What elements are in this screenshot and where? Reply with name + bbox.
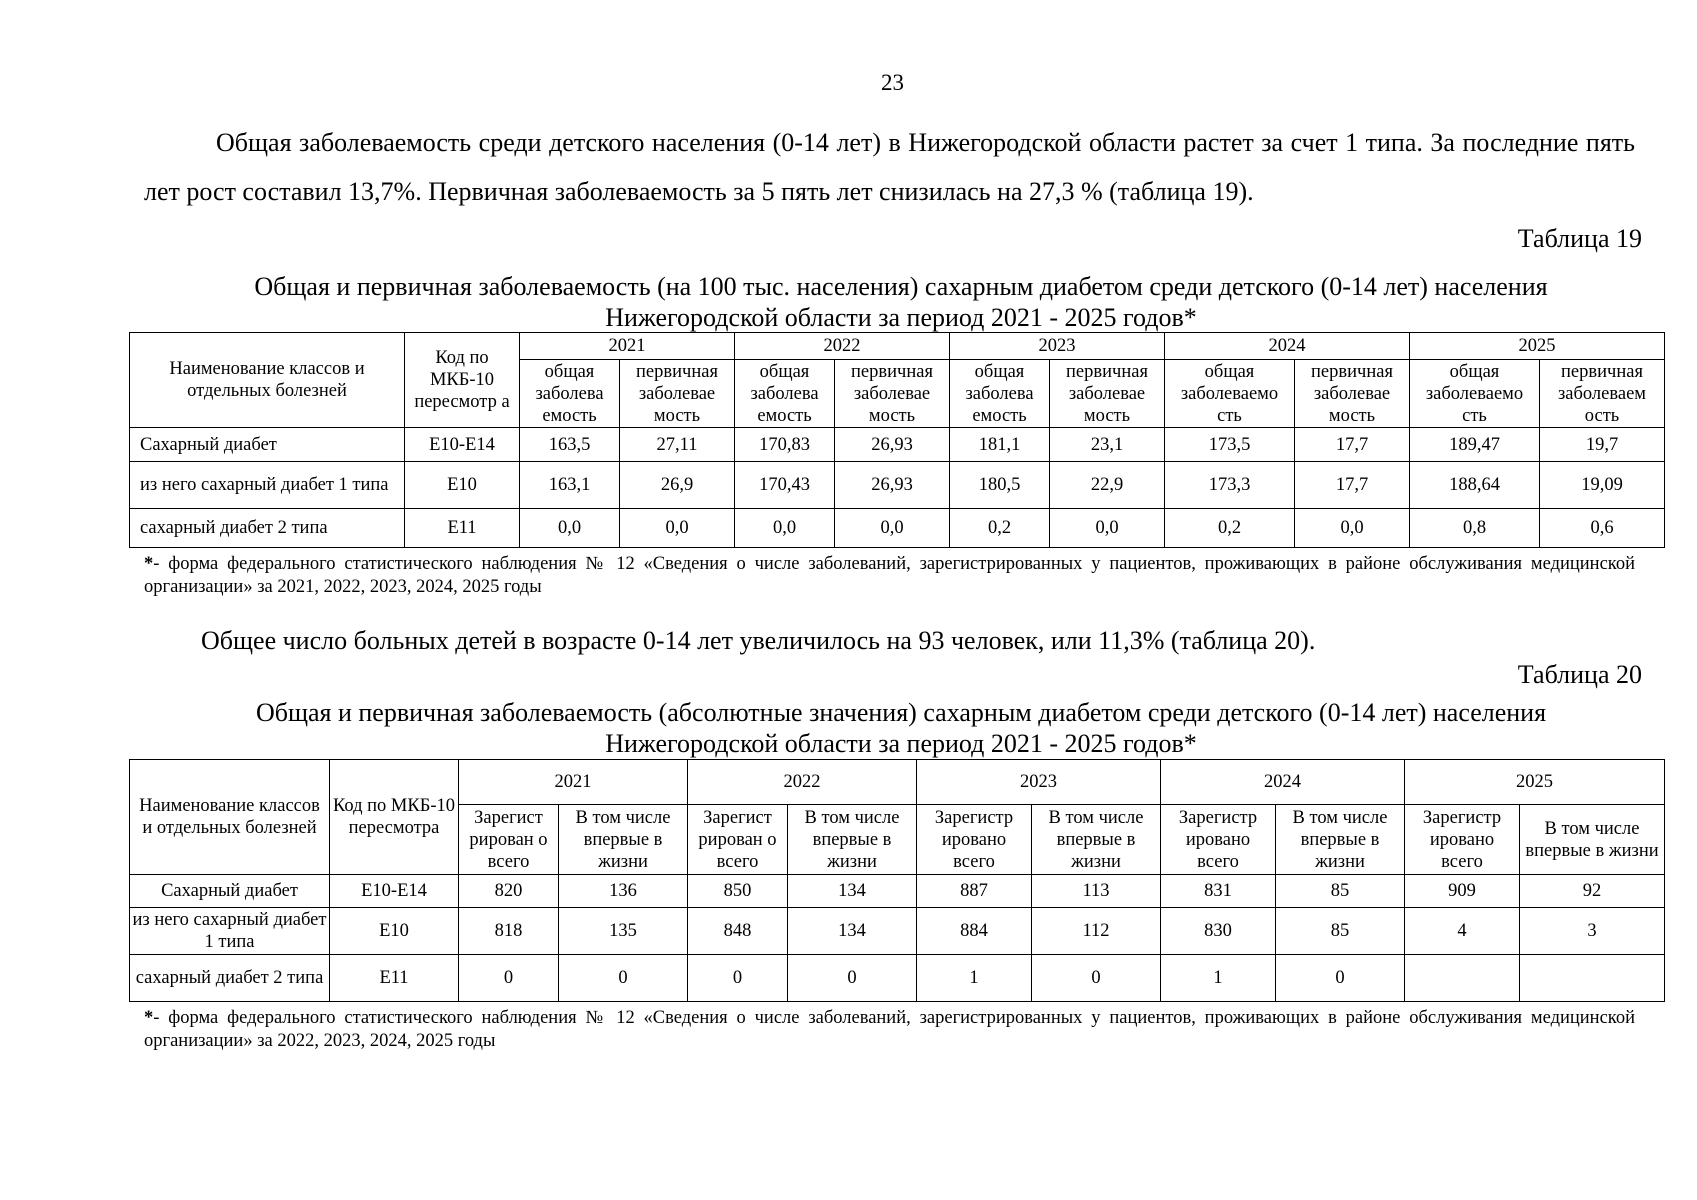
cell-value: 181,1 (950, 428, 1050, 462)
row-code: Е11 (330, 955, 459, 1002)
cell-value: 17,7 (1295, 428, 1410, 462)
cell-value: 19,7 (1540, 428, 1665, 462)
cell-value: 92 (1520, 875, 1665, 908)
row-name: сахарный диабет 2 типа (130, 509, 405, 548)
table19-header-year: 2025 (1410, 333, 1665, 360)
table19-header-years-row (130, 333, 1665, 360)
table19-header-sub: общая заболева емость (735, 360, 835, 428)
cell-value: 0,0 (1295, 509, 1410, 548)
cell-value: 0,8 (1410, 509, 1540, 548)
cell-value: 0 (559, 955, 688, 1002)
table20-header-year: 2024 (1161, 760, 1405, 805)
cell-value: 163,1 (520, 462, 620, 509)
table19-header-sub: общая заболева емость (520, 360, 620, 428)
table19-header-sub: первичная заболевае мость (620, 360, 735, 428)
cell-value: 831 (1161, 875, 1276, 908)
footnote-mark: * (144, 554, 154, 574)
table20-header-sub: В том числе впервые в жизни (559, 805, 688, 875)
table19-header-sub: первичная заболевае мость (835, 360, 950, 428)
table19-header-sub: первичная заболевае мость (1295, 360, 1410, 428)
row-code: Е10-Е14 (405, 428, 520, 462)
cell-value: 0,6 (1540, 509, 1665, 548)
cell-value: 173,5 (1165, 428, 1295, 462)
cell-value: 180,5 (950, 462, 1050, 509)
table19-header-sub: первичная заболевае мость (1050, 360, 1165, 428)
cell-value: 0 (1276, 955, 1405, 1002)
cell-value: 850 (688, 875, 788, 908)
table19-title (120, 271, 1682, 333)
table20-title (120, 697, 1682, 759)
table19-header-year: 2023 (950, 333, 1165, 360)
row-name: сахарный диабет 2 типа (130, 955, 330, 1002)
table19-header-name: Наименование классов и отдельных болезней (130, 333, 405, 428)
cell-value: 19,09 (1540, 462, 1665, 509)
table20-header-sub: В том числе впервые в жизни (788, 805, 917, 875)
cell-value: 26,93 (835, 462, 950, 509)
intro-paragraph: Общая заболеваемость среди детского населения (0-14 лет) в Нижегородской области растет за счет 1 типа. За последние пять лет рост составил 13,7%. Первичная заболеваемость за 5 пять лет снизилась на 27,3 % (таблица 19). (144, 128, 1635, 206)
table19-footnote (144, 553, 1635, 599)
row-code: Е10-Е14 (330, 875, 459, 908)
footnote-mark: * (144, 1008, 154, 1028)
cell-value: 0,0 (1050, 509, 1165, 548)
table-row (130, 875, 1665, 908)
cell-value: 4 (1405, 908, 1520, 955)
row-name: из него сахарный диабет 1 типа (130, 908, 330, 955)
cell-value: 170,43 (735, 462, 835, 509)
table19-label: Таблица 19 (1517, 224, 1642, 253)
cell-value: 85 (1276, 908, 1405, 955)
table19-header-sub: общая заболева емость (950, 360, 1050, 428)
cell-value: 173,3 (1165, 462, 1295, 509)
cell-value: 188,64 (1410, 462, 1540, 509)
table20-header-sub: Зарегистр ировано всего (1405, 805, 1520, 875)
table20-header-sub: Зарегистр ировано всего (1161, 805, 1276, 875)
cell-value: 135 (559, 908, 688, 955)
cell-value: 0,2 (950, 509, 1050, 548)
row-name: из него сахарный диабет 1 типа (130, 462, 405, 509)
cell-value: 170,83 (735, 428, 835, 462)
table19 (129, 332, 1665, 548)
footnote-text: - форма федерального статистического наблюдения № 12 «Сведения о числе заболеваний, зарегистрированных у пациентов, проживающих в районе обслуживания медицинской организации» за 2021, 2022, 2023, 2024, 2025 годы (144, 554, 1635, 597)
cell-value: 1 (1161, 955, 1276, 1002)
table20-footnote (144, 1007, 1635, 1053)
table20-header-year: 2023 (917, 760, 1161, 805)
cell-value (1405, 955, 1520, 1002)
table20-header-sub: В том числе впервые в жизни (1520, 805, 1665, 875)
cell-value: 0,0 (520, 509, 620, 548)
footnote-text: - форма федерального статистического наблюдения № 12 «Сведения о числе заболеваний, зарегистрированных у пациентов, проживающих в районе обслуживания медицинской организации» за 2022, 2023, 2024, 2025 годы (144, 1008, 1635, 1051)
table20-header-years-row (130, 760, 1665, 805)
cell-value: 830 (1161, 908, 1276, 955)
cell-value: 0 (688, 955, 788, 1002)
row-name: Сахарный диабет (130, 428, 405, 462)
table20-title-line2: Нижегородской области за период 2021 - 2025 годов* (605, 729, 1197, 758)
page-number: 23 (881, 70, 904, 95)
cell-value: 1 (917, 955, 1032, 1002)
table-row (130, 428, 1665, 462)
cell-value: 0 (788, 955, 917, 1002)
table19-title-line1: Общая и первичная заболеваемость (на 100 тыс. населения) сахарным диабетом среди детского (0-14 лет) населения (254, 272, 1548, 301)
row-code: Е11 (405, 509, 520, 548)
table19-header-year: 2024 (1165, 333, 1410, 360)
table20-header-sub: Зарегистр ировано всего (917, 805, 1032, 875)
cell-value: 113 (1032, 875, 1161, 908)
table20-header-year: 2021 (459, 760, 688, 805)
cell-value: 136 (559, 875, 688, 908)
table19-header-sub: первичная заболеваем ость (1540, 360, 1665, 428)
cell-value: 0,2 (1165, 509, 1295, 548)
table19-header-year: 2021 (520, 333, 735, 360)
cell-value: 85 (1276, 875, 1405, 908)
table20-header-code: Код по МКБ-10 пересмотра (330, 760, 459, 875)
cell-value (1520, 955, 1665, 1002)
cell-value: 163,5 (520, 428, 620, 462)
table19-header-code: Код по МКБ-10 пересмотр а (405, 333, 520, 428)
cell-value: 189,47 (1410, 428, 1540, 462)
table-row (130, 462, 1665, 509)
cell-value: 23,1 (1050, 428, 1165, 462)
cell-value: 134 (788, 908, 917, 955)
cell-value: 27,11 (620, 428, 735, 462)
cell-value: 3 (1520, 908, 1665, 955)
table-row (130, 955, 1665, 1002)
table-row (130, 509, 1665, 548)
table20 (129, 759, 1665, 1002)
table20-header-year: 2022 (688, 760, 917, 805)
table20-label: Таблица 20 (1517, 660, 1642, 689)
cell-value: 112 (1032, 908, 1161, 955)
cell-value: 0,0 (735, 509, 835, 548)
row-code: Е10 (405, 462, 520, 509)
cell-value: 22,9 (1050, 462, 1165, 509)
table20-header-sub: В том числе впервые в жизни (1032, 805, 1161, 875)
cell-value: 818 (459, 908, 559, 955)
cell-value: 17,7 (1295, 462, 1410, 509)
cell-value: 26,9 (620, 462, 735, 509)
table20-header-sub: Зарегист рирован о всего (688, 805, 788, 875)
table20-header-sub: В том числе впервые в жизни (1276, 805, 1405, 875)
table19-header-sub: общая заболеваемо сть (1410, 360, 1540, 428)
table20-header-year: 2025 (1405, 760, 1665, 805)
cell-value: 848 (688, 908, 788, 955)
cell-value: 0,0 (835, 509, 950, 548)
table20-title-line1: Общая и первичная заболеваемость (абсолютные значения) сахарным диабетом среди детского (0-14 лет) населения (255, 698, 1547, 727)
cell-value: 0 (1032, 955, 1161, 1002)
table-row (130, 908, 1665, 955)
cell-value: 884 (917, 908, 1032, 955)
cell-value: 26,93 (835, 428, 950, 462)
table19-title-line2: Нижегородской области за период 2021 - 2025 годов* (605, 303, 1197, 332)
table20-header-name: Наименование классов и отдельных болезней (130, 760, 330, 875)
cell-value: 909 (1405, 875, 1520, 908)
row-code: Е10 (330, 908, 459, 955)
cell-value: 820 (459, 875, 559, 908)
cell-value: 0 (459, 955, 559, 1002)
table19-header-sub: общая заболеваемо сть (1165, 360, 1295, 428)
table19-header-year: 2022 (735, 333, 950, 360)
table20-header-sub: Зарегист рирован о всего (459, 805, 559, 875)
mid-paragraph: Общее число больных детей в возрасте 0-14 лет увеличилось на 93 человек, или 11,3% (таблица 20). (201, 626, 1316, 655)
cell-value: 887 (917, 875, 1032, 908)
row-name: Сахарный диабет (130, 875, 330, 908)
cell-value: 134 (788, 875, 917, 908)
cell-value: 0,0 (620, 509, 735, 548)
